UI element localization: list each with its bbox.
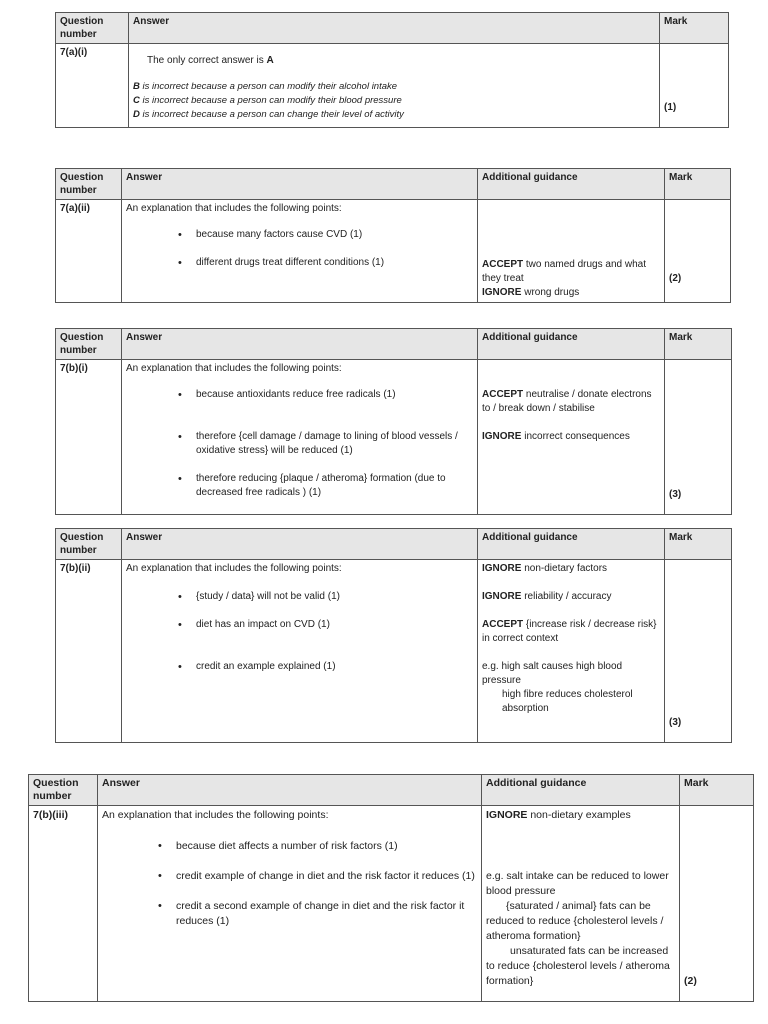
header-additional-guidance: Additional guidance bbox=[482, 775, 680, 806]
mark-scheme-table-7bii bbox=[55, 528, 732, 743]
guidance-ignore: IGNORE incorrect consequences bbox=[482, 431, 630, 442]
mark-cell bbox=[665, 200, 731, 303]
mark-scheme-table-7aii bbox=[55, 168, 731, 303]
header-mark: Mark bbox=[665, 329, 732, 360]
answer-cell bbox=[98, 806, 482, 1002]
header-question-number: Question number bbox=[56, 169, 122, 200]
header-mark: Mark bbox=[665, 529, 732, 560]
guidance-ignore: IGNORE reliability / accuracy bbox=[482, 591, 612, 602]
answer-point: • different drugs treat different conditions (1) bbox=[176, 256, 473, 270]
answer-points bbox=[156, 839, 477, 929]
answer-point: • diet has an impact on CVD (1) bbox=[176, 618, 473, 632]
mark-scheme-table-7bi bbox=[55, 328, 732, 515]
answer-intro: An explanation that includes the following points: bbox=[126, 563, 342, 574]
answer-points bbox=[176, 228, 473, 270]
mark-scheme-table-7ai bbox=[55, 12, 729, 128]
mark-value: (2) bbox=[684, 975, 697, 987]
answer-point: • because many factors cause CVD (1) bbox=[176, 228, 473, 242]
header-question-number: Question number bbox=[56, 529, 122, 560]
header-answer: Answer bbox=[98, 775, 482, 806]
answer-point: • therefore reducing {plaque / atheroma} formation (due to decreased free radicals ) (1) bbox=[176, 472, 473, 500]
header-additional-guidance: Additional guidance bbox=[478, 169, 665, 200]
header-question-number: Question number bbox=[29, 775, 98, 806]
answer-point: • credit example of change in diet and the risk factor it reduces (1) bbox=[156, 869, 477, 884]
answer-point: • credit an example explained (1) bbox=[176, 660, 473, 674]
guidance-cell bbox=[478, 200, 665, 303]
distractor-b: B is incorrect because a person can modify their alcohol intake bbox=[133, 81, 398, 92]
answer-point: • because diet affects a number of risk factors (1) bbox=[156, 839, 477, 854]
header-answer: Answer bbox=[122, 169, 478, 200]
header-answer: Answer bbox=[129, 13, 660, 44]
answer-cell bbox=[129, 44, 660, 128]
guidance-ignore: IGNORE non-dietary examples bbox=[486, 809, 631, 821]
answer-cell bbox=[122, 560, 478, 743]
answer-intro: An explanation that includes the following points: bbox=[102, 809, 329, 821]
guidance-ignore: IGNORE non-dietary factors bbox=[482, 563, 608, 574]
mark-value: (1) bbox=[664, 102, 677, 113]
answer-intro: An explanation that includes the following points: bbox=[126, 203, 342, 214]
header-mark: Mark bbox=[665, 169, 731, 200]
header-mark: Mark bbox=[680, 775, 754, 806]
answer-points bbox=[176, 590, 473, 674]
mark-cell bbox=[680, 806, 754, 1002]
guidance-examples: e.g. salt intake can be reduced to lower blood pressure {saturated / animal} fats can be reduced to reduce {cholesterol levels / atheroma formation} unsaturated fats can be increased to reduce {cholesterol levels / atheroma formation} bbox=[486, 870, 670, 987]
header-question-number: Question number bbox=[56, 13, 129, 44]
distractor-c: C is incorrect because a person can modify their blood pressure bbox=[133, 95, 402, 106]
mark-value: (3) bbox=[669, 717, 682, 728]
header-mark: Mark bbox=[660, 13, 729, 44]
distractor-list bbox=[133, 80, 655, 122]
guidance-ignore: IGNORE wrong drugs bbox=[482, 287, 580, 298]
answer-point: • therefore {cell damage / damage to lining of blood vessels / oxidative stress} will be reduced (1) bbox=[176, 430, 473, 458]
answer-intro: The only correct answer is A bbox=[147, 55, 274, 66]
correct-answer: A bbox=[266, 55, 274, 66]
question-number: 7(a)(ii) bbox=[56, 200, 122, 303]
guidance-cell bbox=[478, 360, 665, 515]
answer-points bbox=[176, 388, 473, 500]
guidance-example: e.g. high salt causes high blood pressure high fibre reduces cholesterol absorption bbox=[482, 661, 633, 714]
mark-cell bbox=[665, 560, 732, 743]
mark-cell bbox=[660, 44, 729, 128]
guidance-accept: ACCEPT {increase risk / decrease risk} in correct context bbox=[482, 619, 657, 644]
mark-value: (2) bbox=[669, 273, 682, 284]
header-question-number: Question number bbox=[56, 329, 122, 360]
mark-cell bbox=[665, 360, 732, 515]
distractor-d: D is incorrect because a person can change their level of activity bbox=[133, 109, 404, 120]
mark-scheme-table-7biii bbox=[28, 774, 754, 1002]
guidance-cell bbox=[478, 560, 665, 743]
header-answer: Answer bbox=[122, 529, 478, 560]
question-number: 7(b)(i) bbox=[56, 360, 122, 515]
answer-intro: An explanation that includes the following points: bbox=[126, 363, 342, 374]
guidance-cell bbox=[482, 806, 680, 1002]
guidance-accept: ACCEPT neutralise / donate electrons to / break down / stabilise bbox=[482, 389, 652, 414]
header-additional-guidance: Additional guidance bbox=[478, 529, 665, 560]
question-number: 7(a)(i) bbox=[56, 44, 129, 128]
header-answer: Answer bbox=[122, 329, 478, 360]
question-number: 7(b)(iii) bbox=[29, 806, 98, 1002]
answer-point: • because antioxidants reduce free radicals (1) bbox=[176, 388, 473, 402]
guidance-accept: ACCEPT two named drugs and what they treat bbox=[482, 259, 646, 284]
mark-value: (3) bbox=[669, 489, 682, 500]
question-number: 7(b)(ii) bbox=[56, 560, 122, 743]
header-additional-guidance: Additional guidance bbox=[478, 329, 665, 360]
answer-point: • credit a second example of change in diet and the risk factor it reduces (1) bbox=[156, 899, 477, 929]
answer-cell bbox=[122, 200, 478, 303]
answer-point: • {study / data} will not be valid (1) bbox=[176, 590, 473, 604]
answer-cell bbox=[122, 360, 478, 515]
